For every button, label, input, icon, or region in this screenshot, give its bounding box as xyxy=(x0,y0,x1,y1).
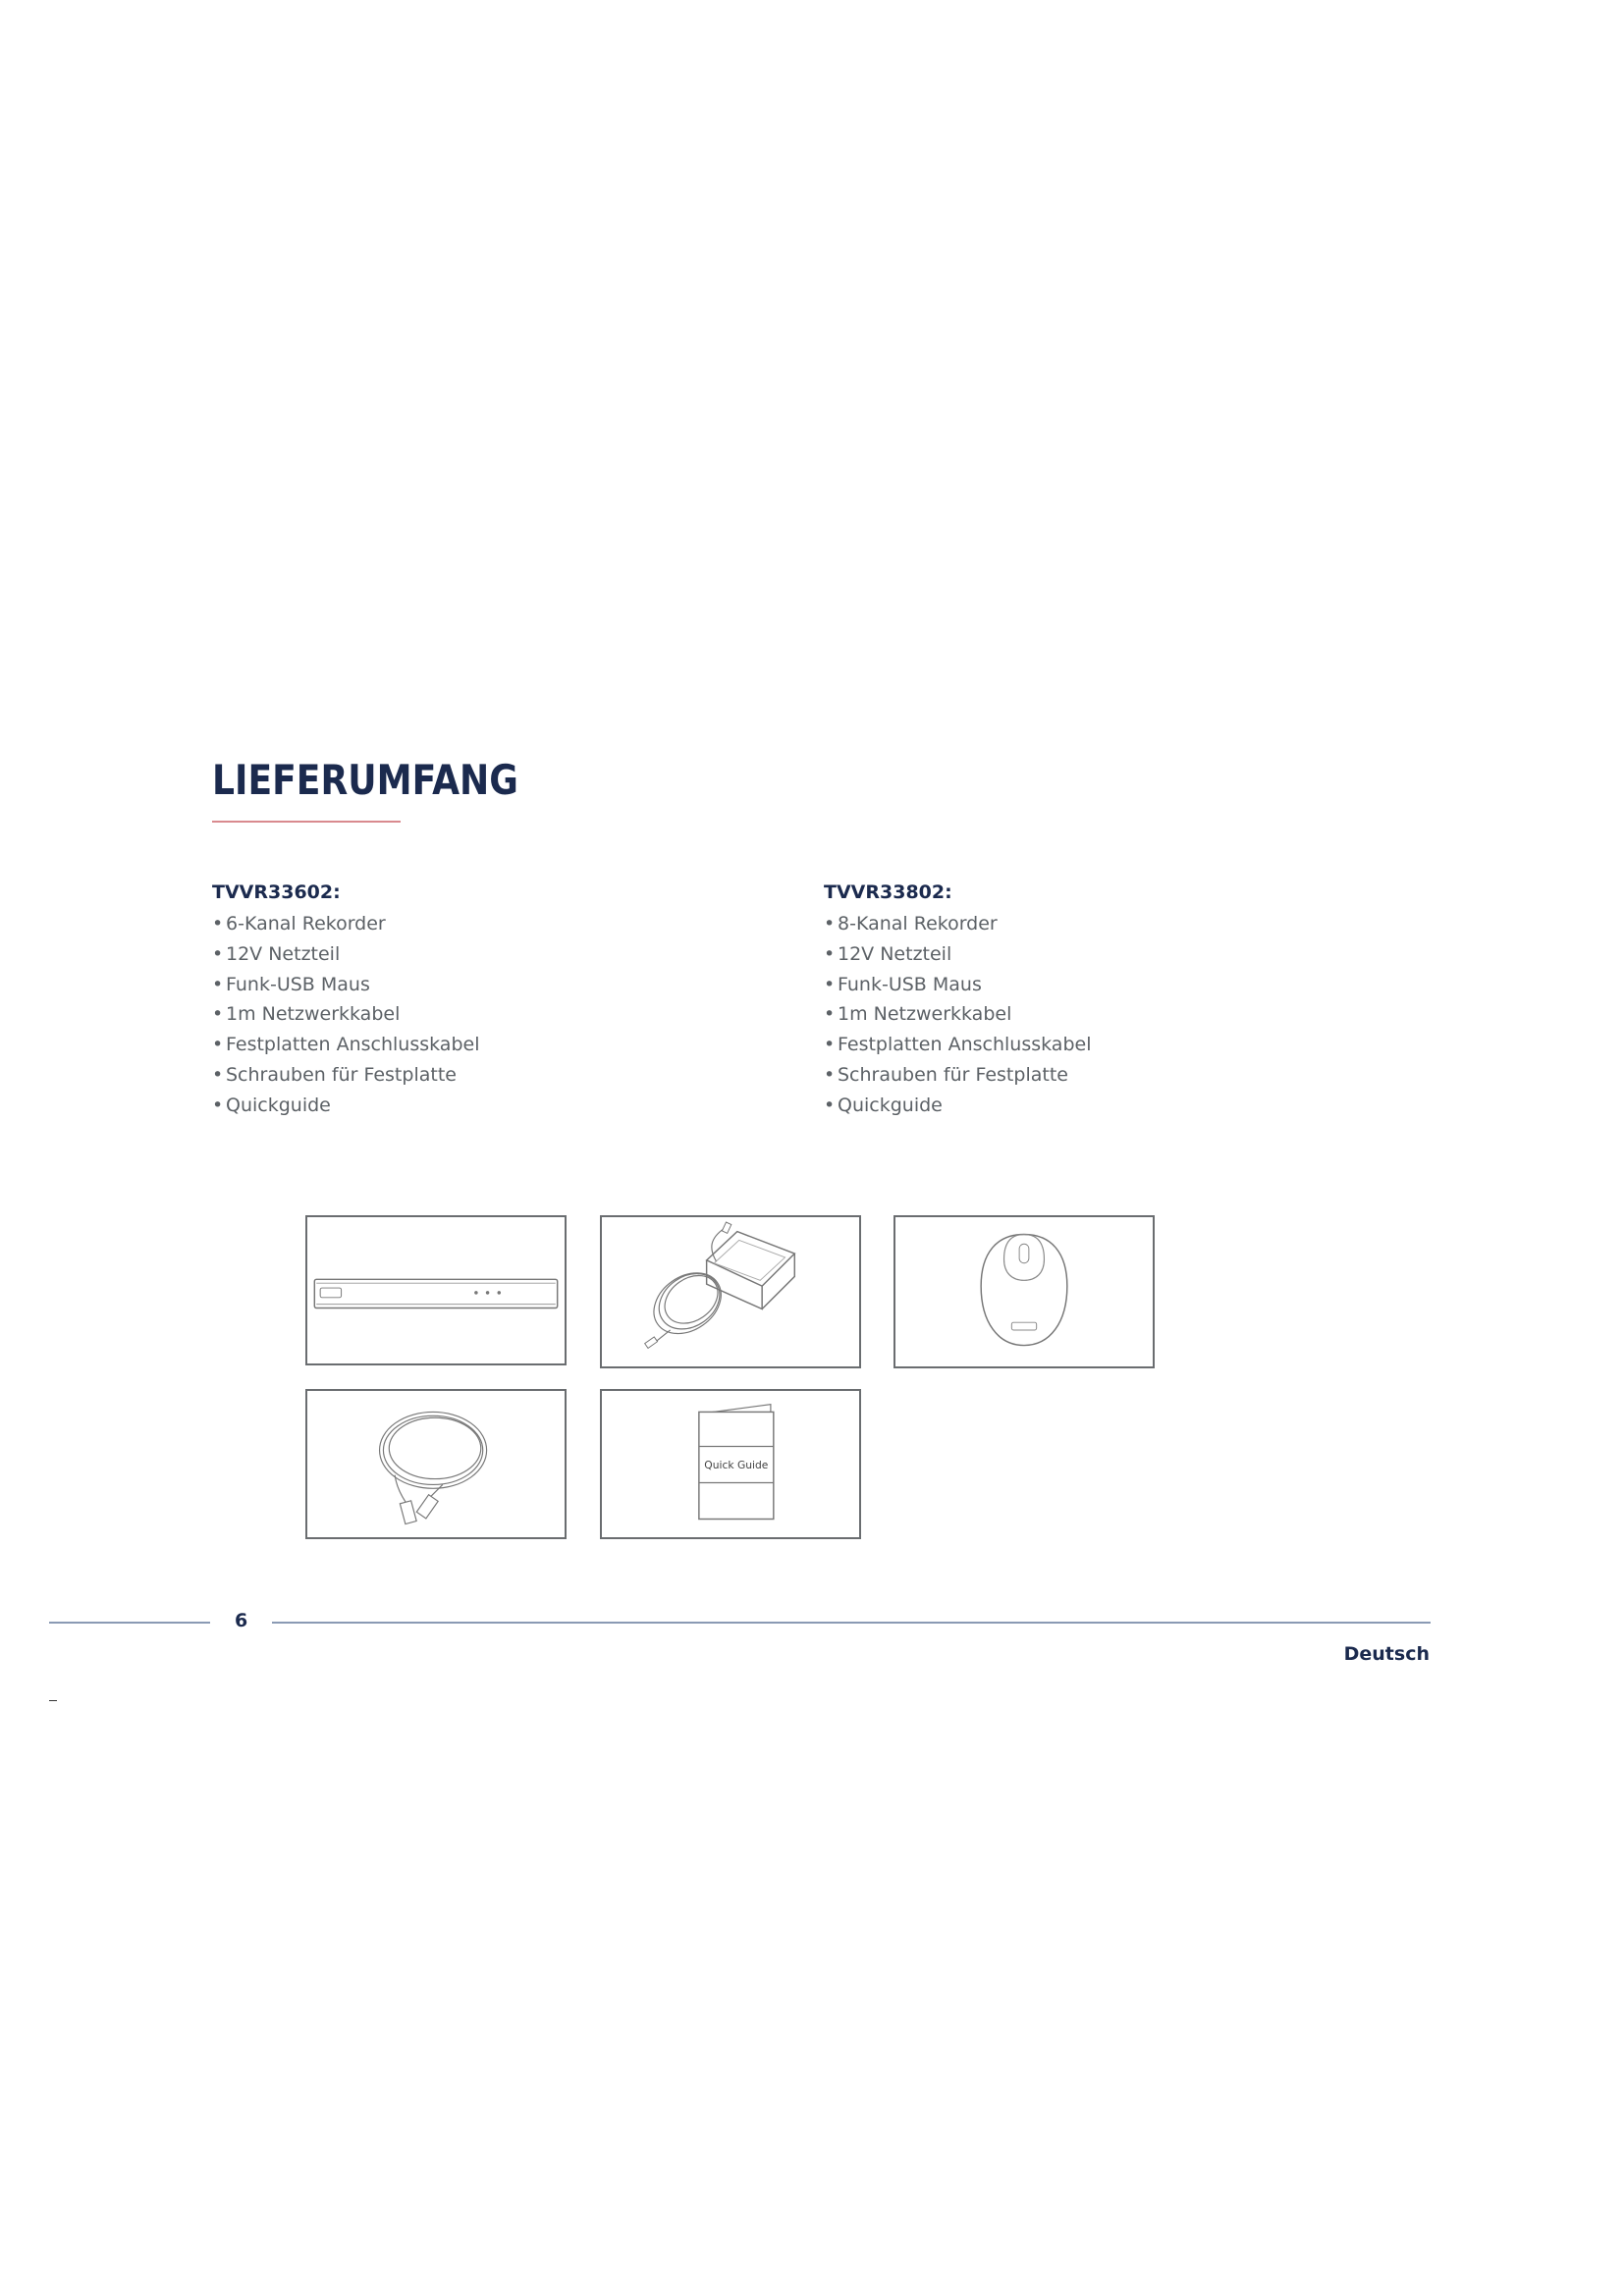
network-cable-illustration xyxy=(305,1389,567,1539)
list-item: • Festplatten Anschlusskabel xyxy=(212,1034,480,1056)
list-item: • Funk-USB Maus xyxy=(824,973,982,995)
item-list xyxy=(824,909,1334,1121)
item-list xyxy=(212,909,723,1121)
network-cable-icon xyxy=(307,1391,565,1537)
list-item: • 1m Netzwerkkabel xyxy=(824,1003,1012,1026)
model-name: TVVR33602: xyxy=(212,881,341,903)
mouse-illustration xyxy=(893,1215,1155,1368)
page-number: 6 xyxy=(235,1610,248,1631)
model-name: TVVR33802: xyxy=(824,881,952,903)
list-item: • Schrauben für Festplatte xyxy=(212,1063,457,1086)
list-item: • 8-Kanal Rekorder xyxy=(824,913,998,934)
model-column-2 xyxy=(824,880,1334,1121)
footer-rule-left xyxy=(49,1622,210,1624)
quick-guide-booklet-icon xyxy=(602,1391,859,1537)
title-underline xyxy=(212,821,401,823)
recorder-icon xyxy=(307,1217,565,1363)
list-item: • 1m Netzwerkkabel xyxy=(212,1003,401,1026)
list-item: • 12V Netzteil xyxy=(212,942,341,965)
margin-mark xyxy=(49,1700,57,1701)
section-title: LIEFERUMFANG xyxy=(212,756,518,804)
quick-guide-illustration xyxy=(600,1389,861,1539)
power-adapter-illustration xyxy=(600,1215,861,1368)
footer-rule-right xyxy=(272,1622,1431,1624)
list-item: • 12V Netzteil xyxy=(824,942,952,965)
model-column-1 xyxy=(212,880,723,1121)
recorder-illustration xyxy=(305,1215,567,1365)
quick-guide-label: Quick Guide xyxy=(704,1458,769,1471)
language-label: Deutsch xyxy=(1343,1643,1430,1665)
list-item: • Quickguide xyxy=(212,1094,331,1116)
mouse-icon xyxy=(895,1217,1153,1366)
list-item: • Festplatten Anschlusskabel xyxy=(824,1034,1092,1056)
list-item: • Funk-USB Maus xyxy=(212,973,370,995)
list-item: • Quickguide xyxy=(824,1094,943,1116)
list-item: • 6-Kanal Rekorder xyxy=(212,913,386,934)
power-adapter-icon xyxy=(602,1217,859,1366)
list-item: • Schrauben für Festplatte xyxy=(824,1063,1068,1086)
